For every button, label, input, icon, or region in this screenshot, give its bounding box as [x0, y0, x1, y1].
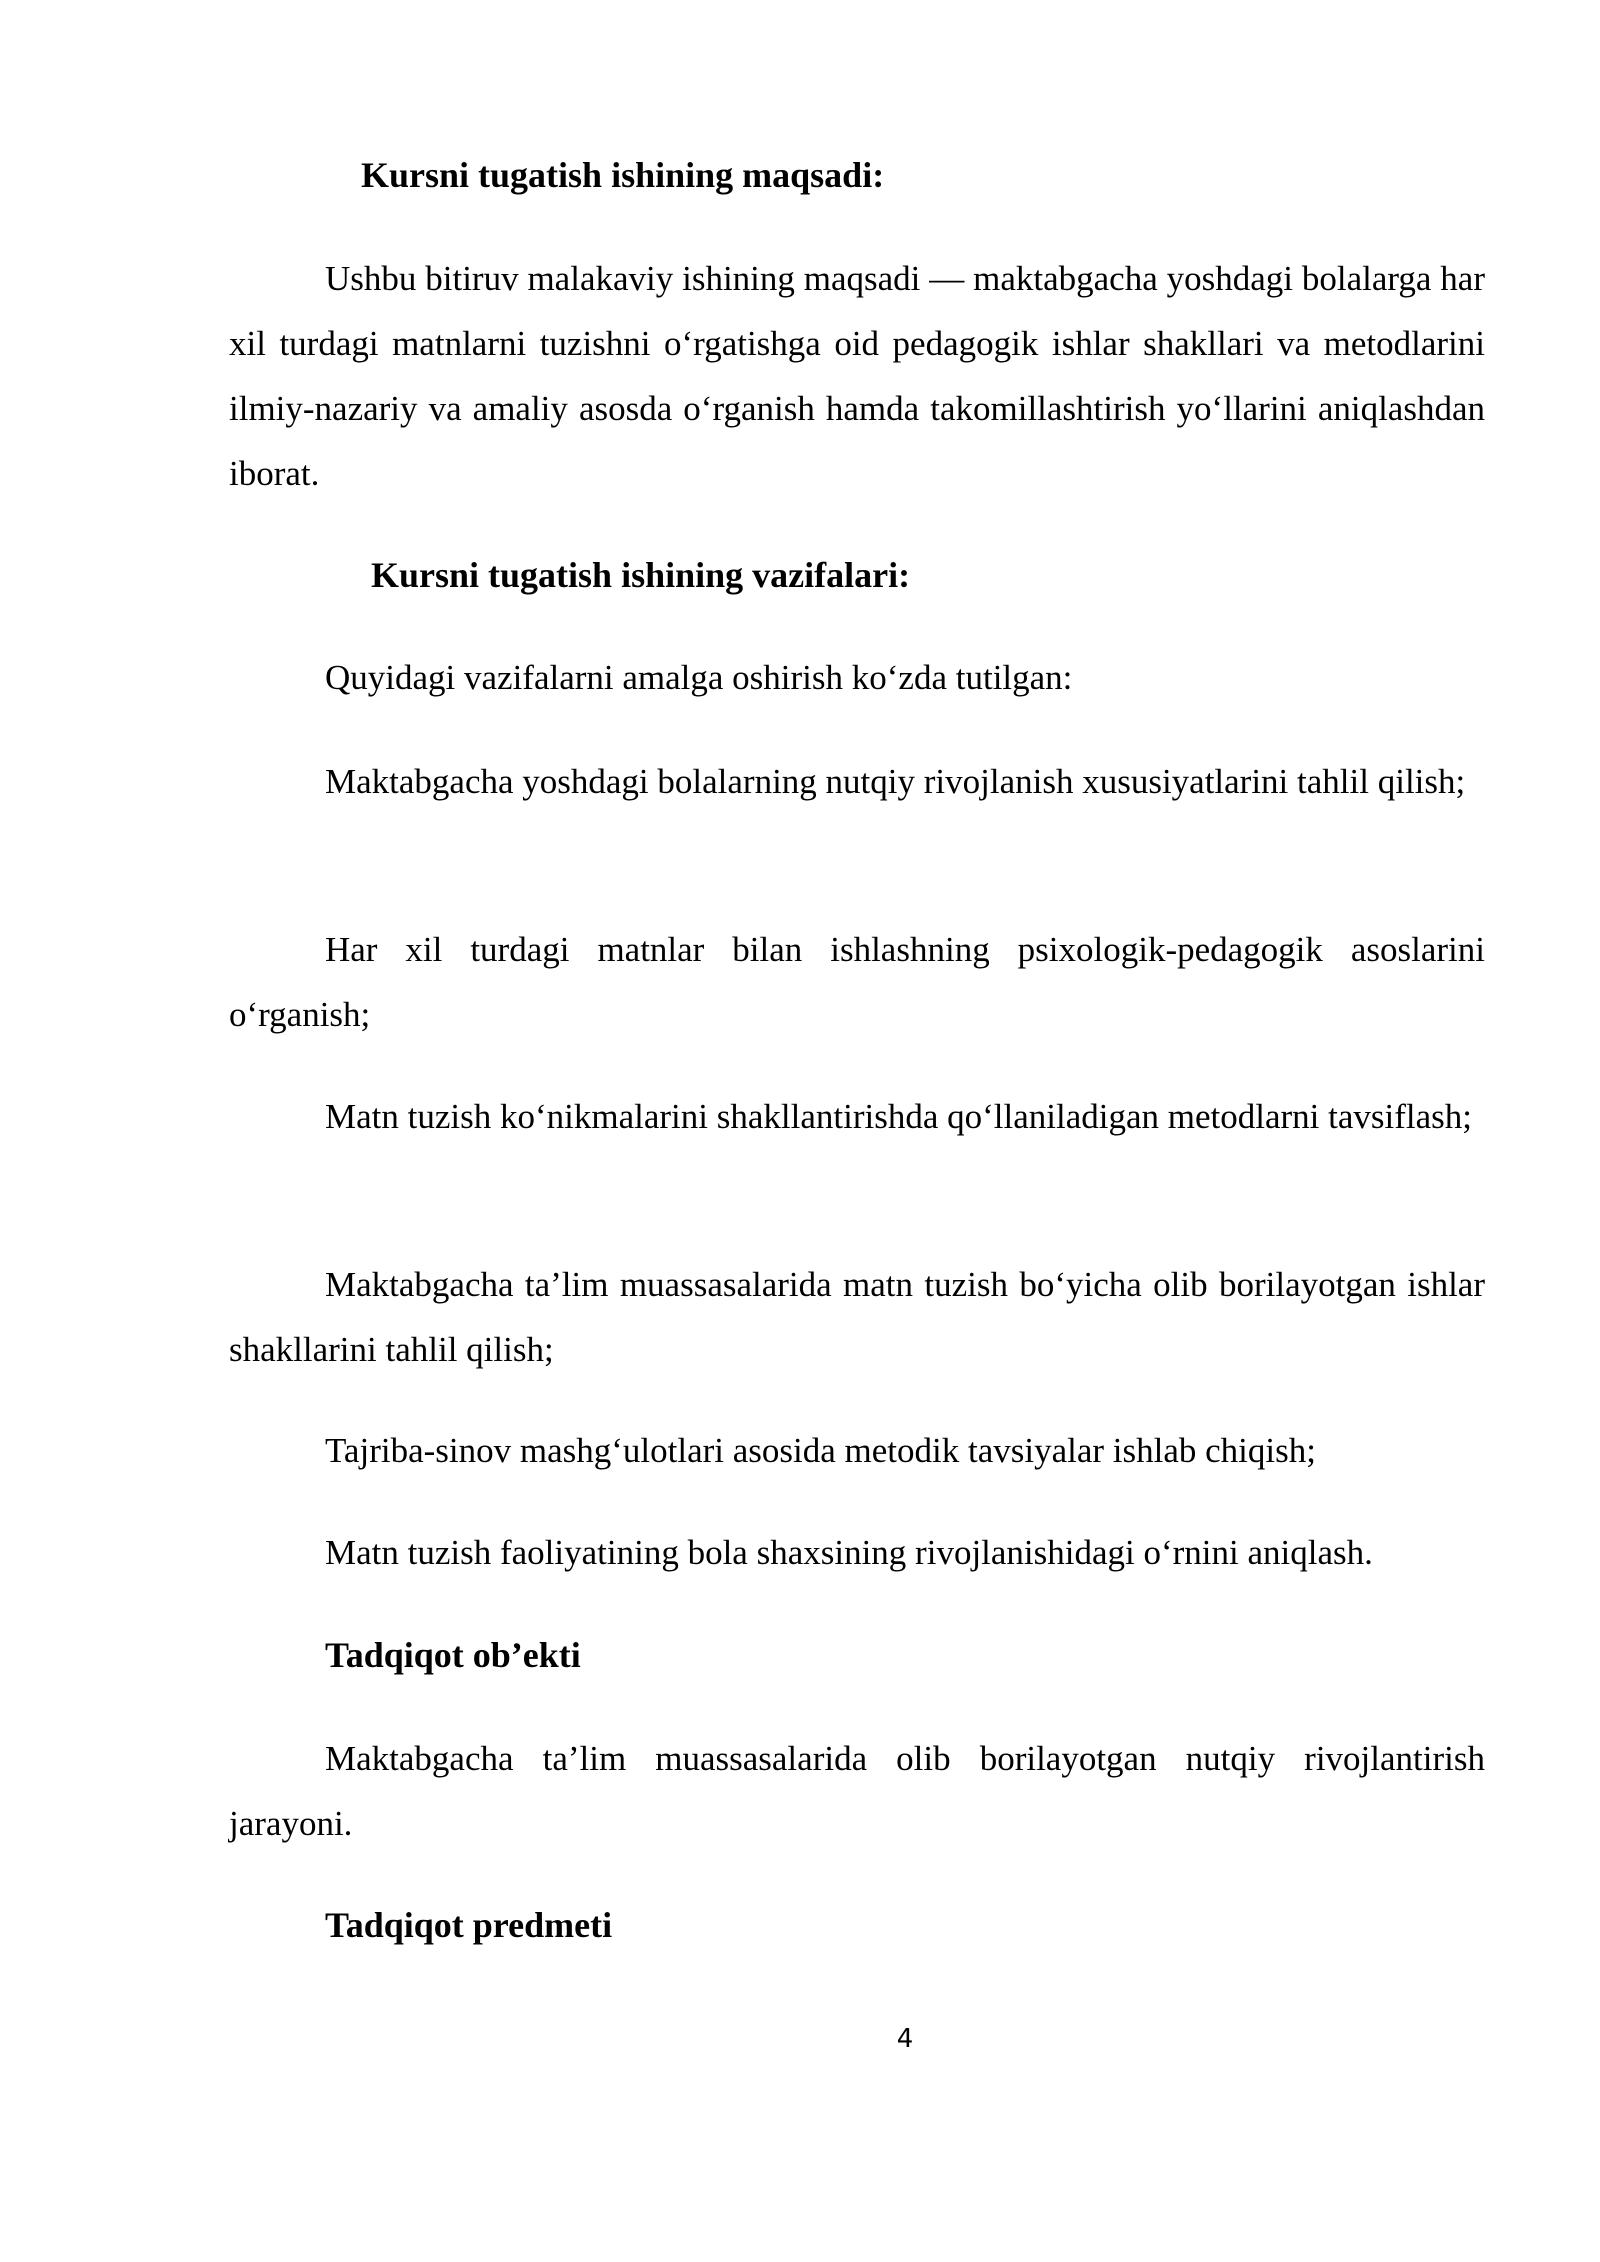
- heading-object: Tadqiqot ob’ekti: [325, 1635, 581, 1675]
- task-item-1: Maktabgacha yoshdagi bolalarning nutqiy rivojlanish xususiyatlarini tahlil qilish;: [325, 762, 1466, 801]
- object-paragraph: Maktabgacha ta’lim muassasalarida olib borilayotgan nutqiy rivojlantirish jarayoni.: [229, 1739, 1485, 1843]
- tasks-intro: Quyidagi vazifalarni amalga oshirish ko‘zda tutilgan:: [325, 658, 1073, 697]
- heading-tasks: Kursni tugatish ishining vazifalari:: [371, 555, 911, 595]
- task-item-4: Maktabgacha ta’lim muassasalarida matn tuzish bo‘yicha olib borilayotgan ishlar shakllarini tahlil qilish;: [229, 1265, 1485, 1369]
- goal-paragraph: Ushbu bitiruv malakaviy ishining maqsadi — maktabgacha yoshdagi bolalarga har xil turdagi matnlarni tuzishni o‘rgatishga oid pedagogik ishlar shakllari va metodlarini ilmiy-nazariy va amaliy asosda o‘rganish hamda takomillashtirish yo‘llarini aniqlashdan iborat.: [229, 259, 1485, 493]
- page-number: 4: [896, 2024, 914, 2054]
- task-item-6: Matn tuzish faoliyatining bola shaxsining rivojlanishidagi o‘rnini aniqlash.: [325, 1533, 1373, 1572]
- heading-subject: Tadqiqot predmeti: [325, 1905, 613, 1945]
- task-item-5: Tajriba-sinov mashg‘ulotlari asosida metodik tavsiyalar ishlab chiqish;: [325, 1431, 1316, 1470]
- task-item-3: Matn tuzish ko‘nikmalarini shakllantirishda qo‘llaniladigan metodlarni tavsiflash;: [325, 1097, 1472, 1136]
- heading-goal: Kursni tugatish ishining maqsadi:: [361, 155, 885, 195]
- task-item-2: Har xil turdagi matnlar bilan ishlashning psixologik-pedagogik asoslarini o‘rganish;: [229, 930, 1485, 1034]
